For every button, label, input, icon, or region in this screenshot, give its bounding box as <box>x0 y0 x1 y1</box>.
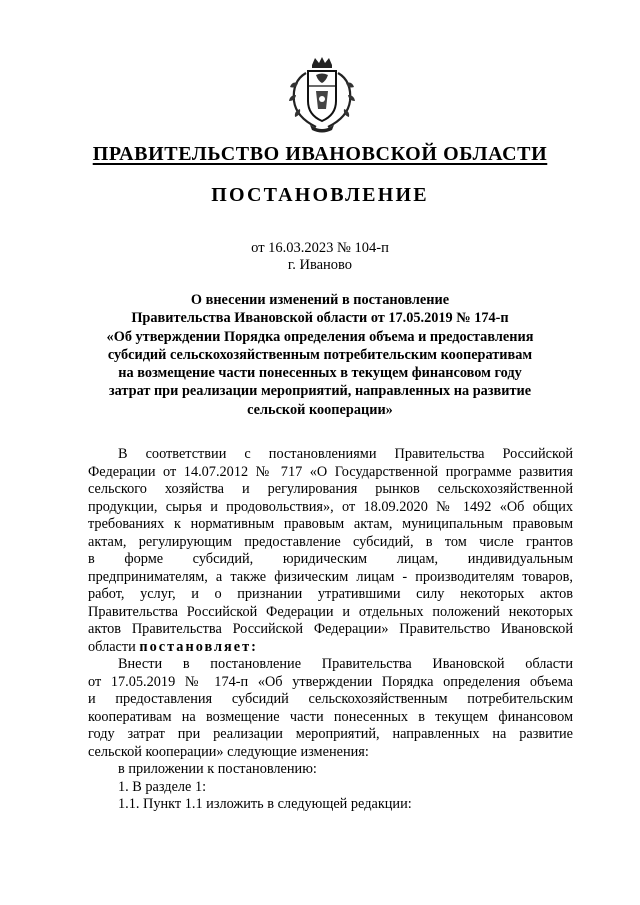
heading-line: на возмещение части понесенных в текущем финансовом году <box>118 365 522 382</box>
body-line: году затрат при реализации мероприятий, направленных на развитие <box>88 726 573 742</box>
body-line: Правительства Российской Федерации и отдельных положений некоторых <box>88 603 573 620</box>
heading-line: Правительства Ивановской области от 17.05.2019 № 174-п <box>131 310 509 327</box>
coat-of-arms-icon <box>286 55 358 135</box>
body-line: в форме субсидий, юридическим лицам, индивидуальным <box>88 551 573 567</box>
body-line: Федерации от 14.07.2012 № 717 «О Государственной программе развития <box>88 463 573 480</box>
heading-line: сельской кооперации» <box>247 401 393 418</box>
document-type: ПОСТАНОВЛЕНИЕ <box>211 184 429 206</box>
list-item: 1.1. Пункт 1.1 изложить в следующей редакции: <box>118 796 412 812</box>
heading-line: «Об утверждении Порядка определения объема и предоставления <box>106 328 534 345</box>
government-title: ПРАВИТЕЛЬСТВО ИВАНОВСКОЙ ОБЛАСТИ <box>92 143 548 165</box>
document-date-number: от 16.03.2023 № 104-п <box>251 240 389 256</box>
decree-word: постановляет: <box>139 638 258 655</box>
body-line: требованиях к нормативным правовым актам, муниципальным правовым <box>88 516 573 532</box>
body-line-decree <box>88 639 573 657</box>
body-line: сельской кооперации» следующие изменения: <box>88 743 369 760</box>
body-line: и предоставления субсидий сельскохозяйственным потребительским <box>88 691 573 707</box>
document-body <box>88 446 573 814</box>
body-line: продукции, сырья и продовольствия», от 18.09.2020 № 1492 «Об общих <box>88 498 573 515</box>
document-heading <box>80 291 560 419</box>
body-line: актов Правительства Российской Федерации» Правительство Ивановской <box>88 621 573 637</box>
body-line: В соответствии с постановлениями Правительства Российской <box>118 446 573 462</box>
body-line: Внести в постановление Правительства Ивановской области <box>118 656 573 672</box>
body-line-prefix: области <box>88 638 140 655</box>
body-line: работ, услуг, и о признании утратившими силу некоторых актов <box>88 586 573 602</box>
body-line: актам, регулирующим предоставление субсидий, в том числе грантов <box>88 533 573 550</box>
body-line: сельского хозяйства и регулирования рынков сельскохозяйственной <box>88 481 573 497</box>
heading-line: затрат при реализации мероприятий, направленных на развитие <box>108 383 532 400</box>
document-city: г. Иваново <box>287 257 353 273</box>
body-line: от 17.05.2019 № 174-п «Об утверждении Порядка определения объема <box>88 673 573 690</box>
body-line: кооперативам на возмещение части понесенных в текущем финансовом <box>88 708 573 725</box>
heading-line: О внесении изменений в постановление <box>190 292 450 308</box>
body-line: предпринимателям, а также физическим лицам - производителям товаров, <box>88 568 573 585</box>
heading-line: субсидий сельскохозяйственным потребительским кооперативам <box>107 346 533 363</box>
list-item: в приложении к постановлению: <box>118 761 317 777</box>
list-item: 1. В разделе 1: <box>118 778 207 795</box>
